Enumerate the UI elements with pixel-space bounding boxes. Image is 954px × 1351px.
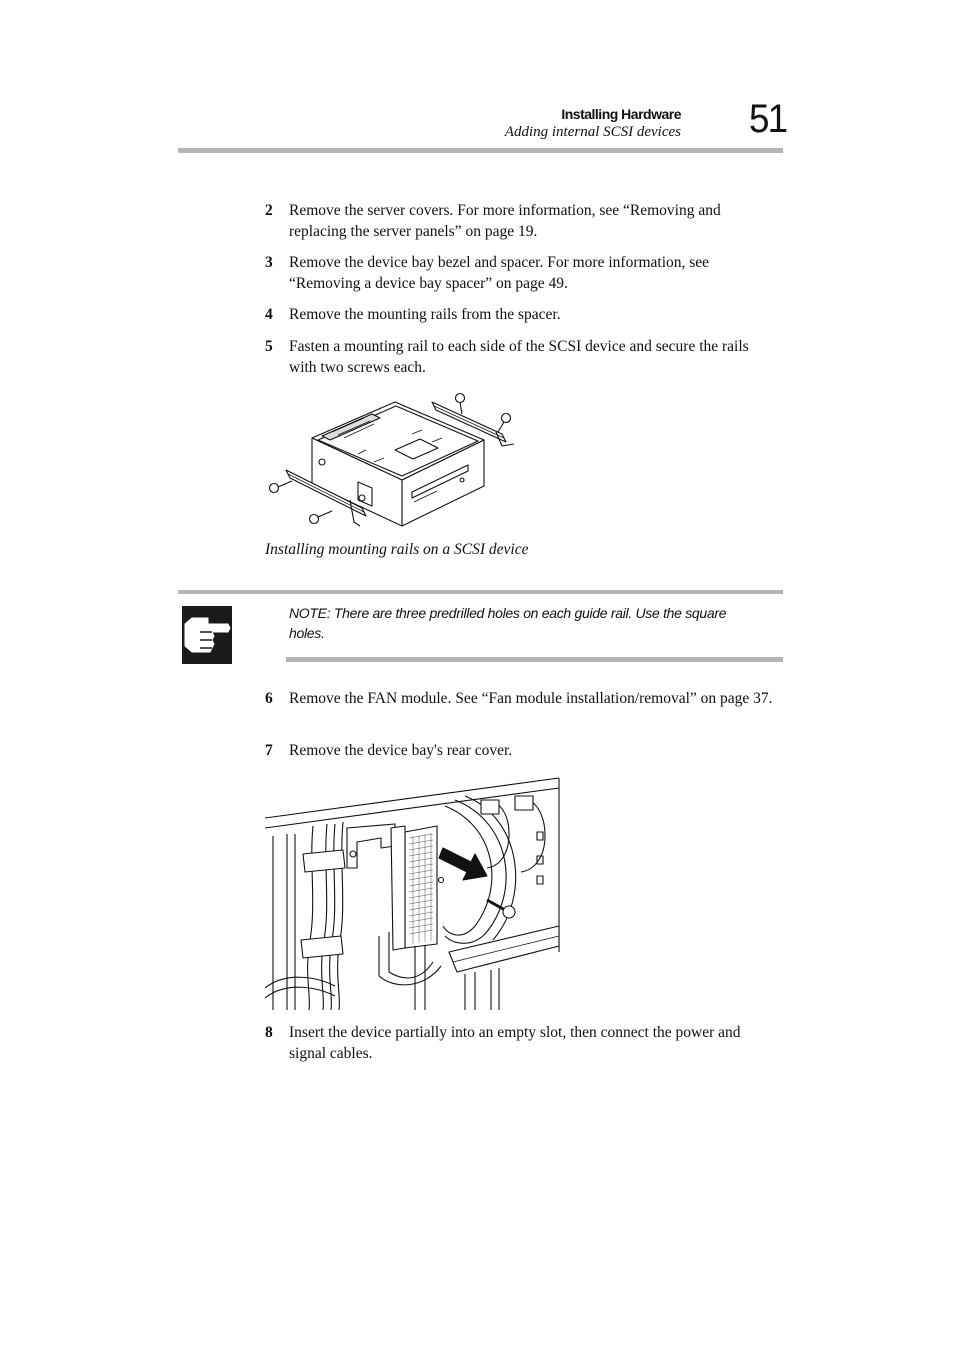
step-item	[265, 200, 775, 242]
note-rule-top	[178, 590, 783, 594]
step-text: Fasten a mounting rail to each side of the SCSI device and secure the rails with two screws each.	[289, 338, 749, 376]
step-item	[265, 740, 775, 761]
step-text: Remove the device bay bezel and spacer. For more information, see “Removing a device bay spacer” on page 49.	[289, 254, 710, 292]
device-bay-rear-cover-illustration	[265, 776, 561, 1010]
step-item	[265, 336, 775, 378]
step-item	[265, 688, 775, 709]
step-number: 4	[265, 306, 273, 323]
step-number: 3	[265, 254, 273, 271]
note-text: NOTE: There are three predrilled holes on each guide rail. Use the square holes.	[289, 605, 727, 641]
step-text: Remove the server covers. For more information, see “Removing and replacing the server panels” on page 19.	[289, 202, 721, 240]
step-number: 5	[265, 338, 273, 355]
note-rule-bottom	[286, 657, 783, 662]
step-number: 8	[265, 1024, 273, 1041]
step-text: Remove the device bay's rear cover.	[289, 742, 513, 759]
screw-icon	[310, 511, 333, 524]
step-item	[265, 252, 775, 294]
thumbscrew-icon	[487, 900, 515, 918]
scsi-device-rails-illustration	[262, 388, 524, 533]
step-number: 6	[265, 690, 273, 707]
step-text: Insert the device partially into an empty slot, then connect the power and signal cables.	[289, 1024, 741, 1062]
step-item	[265, 1022, 775, 1064]
screw-icon	[456, 394, 465, 415]
header-rule	[178, 148, 783, 153]
step-number: 2	[265, 202, 273, 219]
step-text: Remove the mounting rails from the spacer.	[289, 306, 561, 323]
screw-icon	[270, 481, 293, 493]
screw-icon	[498, 414, 511, 433]
pointing-hand-icon	[182, 606, 232, 664]
step-item	[265, 304, 775, 325]
figure-caption: Installing mounting rails on a SCSI device	[265, 541, 529, 558]
step-text: Remove the FAN module. See “Fan module installation/removal” on page 37.	[289, 690, 773, 707]
running-header-subsection: Adding internal SCSI devices	[504, 124, 681, 140]
page-number: 51	[749, 97, 787, 141]
step-number: 7	[265, 742, 273, 759]
running-header-section: Installing Hardware	[561, 106, 681, 122]
